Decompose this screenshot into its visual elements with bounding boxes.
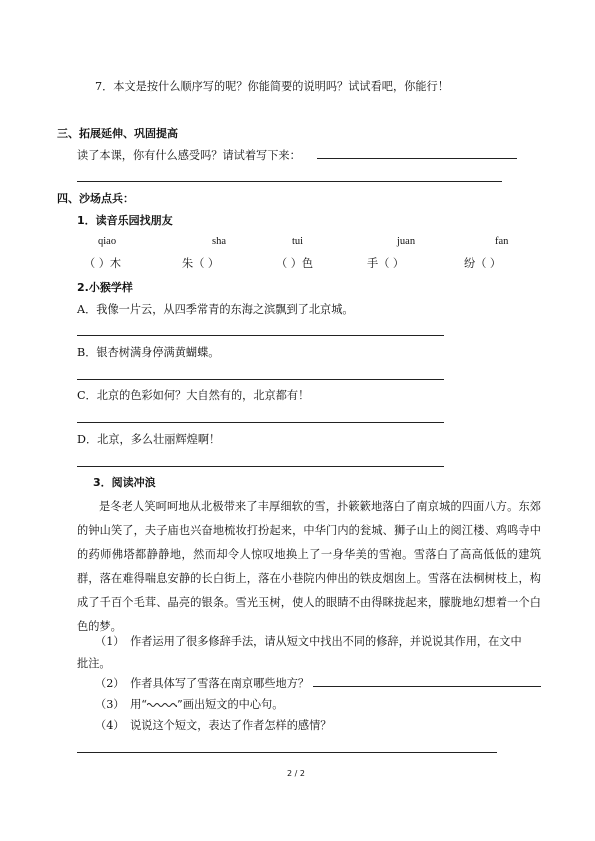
- section-3-heading: 三、拓展延伸、巩固提高: [57, 127, 178, 140]
- sentence-d: D．北京，多么壮丽辉煌啊！: [77, 433, 221, 446]
- question-4: （4） 说说这个短文，表达了作者怎样的感情？: [95, 719, 332, 732]
- part-1-heading: 1．读音乐园找朋友: [77, 214, 173, 227]
- section-4-heading: 四、沙场点兵：: [57, 192, 134, 205]
- section-3-prompt: 读了本课，你有什么感受吗？请试着写下来：: [77, 149, 301, 162]
- question-7: 7．本文是按什么顺序写的呢？你能简要的说明吗？试试看吧，你能行！: [95, 80, 449, 93]
- reading-passage: 是冬老人笑呵呵地从北极带来了丰厚细软的雪，扑簌簌地落白了南京城的四面八方。东郊的钟山笑了，夫子庙也兴奋地梳妆打扮起来，中华门内的瓮城、狮子山上的阅江楼、鸡鸣寺中的药师佛塔都静静地，然而却令人惊叹地换上了一身华美的雪袍。雪落白了高高低低的建筑群，落在难得喘息安静的长白街上，落在小巷院内伸出的铁皮烟囱上。雪落在法桐树枝上，构成了千百个毛茸、晶亮的银条。雪光玉树，使人的眼睛不由得眯拢起来，朦胧地幻想着一个白色的梦。: [77, 500, 541, 633]
- answer-line[interactable]: [77, 379, 444, 380]
- pinyin-qiao: qiao: [98, 236, 117, 247]
- question-3-prefix: （3） 用“: [95, 698, 147, 711]
- answer-line[interactable]: [77, 422, 444, 423]
- char-blank-5[interactable]: 纷（ ）: [464, 257, 502, 270]
- char-blank-4[interactable]: 手（ ）: [367, 257, 405, 270]
- pinyin-sha: sha: [212, 236, 226, 247]
- question-1b: 批注。: [77, 657, 111, 670]
- part-3-heading: 3．阅读冲浪: [93, 476, 156, 489]
- wavy-underline-icon: [147, 702, 177, 708]
- answer-line[interactable]: [77, 752, 497, 753]
- answer-line[interactable]: [313, 686, 541, 687]
- question-2: （2） 作者具体写了雪落在南京哪些地方？: [95, 677, 310, 690]
- sentence-b: B．银杏树满身停满黄蝴蝶。: [77, 346, 220, 359]
- page-number: 2 / 2: [287, 769, 305, 778]
- answer-line[interactable]: [77, 466, 444, 467]
- answer-line[interactable]: [77, 335, 444, 336]
- sentence-c: C．北京的色彩如何？大自然有的，北京都有！: [77, 389, 310, 402]
- question-3-suffix: ”画出短文的中心句。: [177, 698, 284, 711]
- char-blank-1[interactable]: （ ）木: [84, 257, 122, 270]
- char-blank-2[interactable]: 朱（ ）: [182, 257, 220, 270]
- question-1a: （1） 作者运用了很多修辞手法，请从短文中找出不同的修辞，并说说其作用，在文中: [95, 635, 522, 648]
- question-3: [95, 697, 283, 713]
- part-2-heading: 2.小猴学样: [77, 281, 133, 294]
- sentence-a: A．我像一片云，从四季常青的东海之滨飘到了北京城。: [77, 303, 354, 316]
- pinyin-tui: tui: [292, 236, 304, 247]
- pinyin-fan: fan: [495, 236, 509, 247]
- answer-line[interactable]: [77, 181, 502, 182]
- pinyin-juan: juan: [397, 236, 416, 247]
- answer-line[interactable]: [317, 158, 517, 159]
- char-blank-3[interactable]: （ ）色: [276, 257, 314, 270]
